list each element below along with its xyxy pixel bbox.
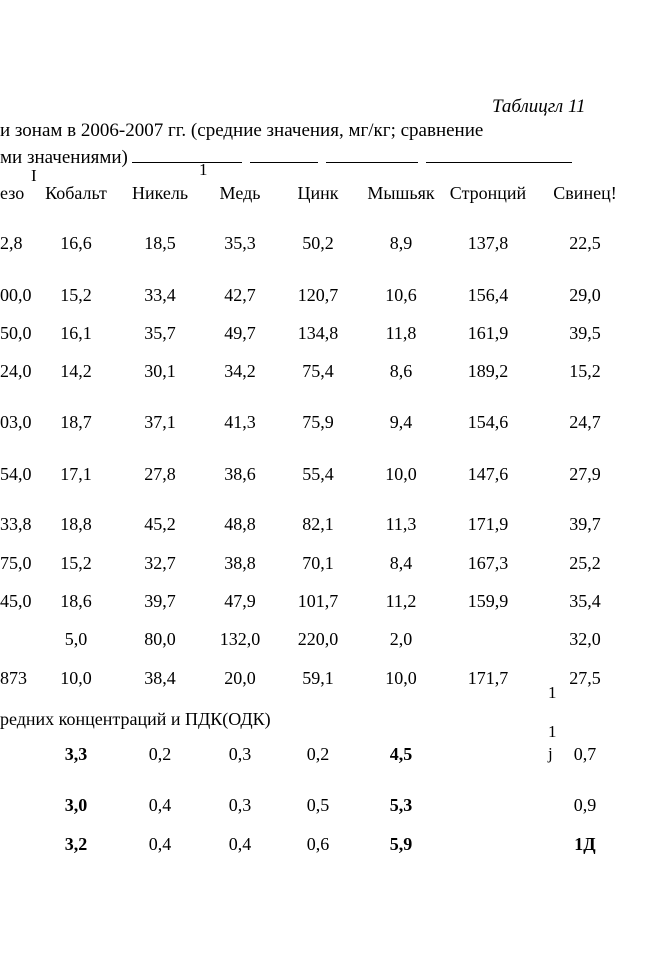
table-cell: 15,2 <box>569 361 601 381</box>
table-cell: 154,6 <box>467 412 509 432</box>
table-cell: 10,0 <box>385 464 417 484</box>
ratio-cell: 5,3 <box>389 795 413 815</box>
table-cell: 8,6 <box>389 361 413 381</box>
ratio-cell: 1Д <box>574 834 596 854</box>
table-cell: 45,2 <box>144 514 176 534</box>
table-cell: 32,7 <box>144 553 176 573</box>
ratio-cell: 0,4 <box>148 834 172 854</box>
table-cell: 35,4 <box>569 591 601 611</box>
ratio-cell: 3,0 <box>64 795 88 815</box>
column-header: Мышьяк <box>367 183 435 203</box>
table-cell: 03,0 <box>0 412 32 432</box>
table-cell: 27,8 <box>144 464 176 484</box>
table-cell: 37,1 <box>144 412 176 432</box>
stray-mark: j <box>548 744 553 763</box>
table-cell: 11,8 <box>385 323 417 343</box>
table-cell: 8,4 <box>389 553 413 573</box>
ratio-cell: 5,9 <box>389 834 413 854</box>
table-cell: 10,0 <box>60 668 92 688</box>
column-header: Кобальт <box>45 183 107 203</box>
table-cell: 75,4 <box>302 361 334 381</box>
table-cell: 171,7 <box>467 668 509 688</box>
table-cell: 16,1 <box>60 323 92 343</box>
table-cell: 38,8 <box>224 553 256 573</box>
ratio-cell: 0,4 <box>148 795 172 815</box>
ratio-cell: 0,4 <box>228 834 252 854</box>
table-cell: 132,0 <box>219 629 261 649</box>
stray-mark: 1 <box>199 160 208 179</box>
table-cell: 38,4 <box>144 668 176 688</box>
table-cell: 189,2 <box>467 361 509 381</box>
table-cell: 35,7 <box>144 323 176 343</box>
ratio-cell: 0,2 <box>148 744 172 764</box>
ratio-cell: 3,3 <box>64 744 88 764</box>
table-cell: 38,6 <box>224 464 256 484</box>
table-cell: 27,9 <box>569 464 601 484</box>
stray-mark: I <box>31 166 37 185</box>
table-cell: 29,0 <box>569 285 601 305</box>
ratio-cell: 0,5 <box>306 795 330 815</box>
table-cell: 47,9 <box>224 591 256 611</box>
table-cell: 10,6 <box>385 285 417 305</box>
table-title-line-2-text: ми значениями) <box>0 147 128 168</box>
table-cell: 75,9 <box>302 412 334 432</box>
table-cell: 39,7 <box>569 514 601 534</box>
ratio-cell: 3,2 <box>64 834 88 854</box>
underline-rule <box>132 146 242 163</box>
table-cell: 34,2 <box>224 361 256 381</box>
table-cell: 25,2 <box>569 553 601 573</box>
table-cell: 33,4 <box>144 285 176 305</box>
ratio-cell: 0,3 <box>228 795 252 815</box>
table-cell: 11,2 <box>385 591 417 611</box>
ratio-cell: 0,3 <box>228 744 252 764</box>
table-cell: 30,1 <box>144 361 176 381</box>
table-cell: 18,8 <box>60 514 92 534</box>
table-caption-label: Таблицгл 11 <box>492 96 586 117</box>
table-cell: 48,8 <box>224 514 256 534</box>
table-cell: 24,7 <box>569 412 601 432</box>
column-header: Свинец! <box>553 183 617 203</box>
table-cell: 22,5 <box>569 233 601 253</box>
table-cell: 18,7 <box>60 412 92 432</box>
table-cell: 159,9 <box>467 591 509 611</box>
table-cell: 11,3 <box>385 514 417 534</box>
table-cell: 33,8 <box>0 514 32 534</box>
table-cell: 20,0 <box>224 668 256 688</box>
table-cell: 00,0 <box>0 285 32 305</box>
column-header: Никель <box>131 183 189 203</box>
column-header: Цинк <box>297 183 339 203</box>
table-cell: 167,3 <box>467 553 509 573</box>
table-cell: 15,2 <box>60 285 92 305</box>
table-cell: 101,7 <box>297 591 339 611</box>
table-cell: 8,9 <box>389 233 413 253</box>
underline-rule <box>426 146 572 163</box>
table-cell: 27,5 <box>569 668 601 688</box>
column-header: Медь <box>219 183 261 203</box>
table-cell: 80,0 <box>144 629 176 649</box>
table-cell: 2,8 <box>0 233 23 253</box>
table-title-line-1: и зонам в 2006-2007 гг. (средние значения, мг/кг; сравнение <box>0 120 484 141</box>
table-cell: 35,3 <box>224 233 256 253</box>
table-cell: 17,1 <box>60 464 92 484</box>
table-cell: 50,2 <box>302 233 334 253</box>
table-cell: 42,7 <box>224 285 256 305</box>
table-cell: 134,8 <box>297 323 339 343</box>
table-cell: 55,4 <box>302 464 334 484</box>
ratio-cell: 0,6 <box>306 834 330 854</box>
table-cell: 41,3 <box>224 412 256 432</box>
table-cell: 16,6 <box>60 233 92 253</box>
stray-mark: 1 <box>548 683 557 702</box>
table-cell: 18,6 <box>60 591 92 611</box>
table-cell: 137,8 <box>467 233 509 253</box>
stray-mark: 1 <box>548 722 557 741</box>
table-cell: 2,0 <box>389 629 413 649</box>
section-title: редних концентраций и ПДК(ОДК) <box>0 709 271 729</box>
column-header: езо <box>0 183 25 203</box>
table-cell: 75,0 <box>0 553 32 573</box>
table-cell: 32,0 <box>569 629 601 649</box>
ratio-cell: 0,7 <box>573 744 597 764</box>
table-cell: 156,4 <box>467 285 509 305</box>
table-cell: 70,1 <box>302 553 334 573</box>
table-cell: 5,0 <box>64 629 88 649</box>
table-cell: 59,1 <box>302 668 334 688</box>
table-cell: 10,0 <box>385 668 417 688</box>
table-cell: 220,0 <box>297 629 339 649</box>
table-title-line-2 <box>0 146 572 169</box>
table-cell: 873 <box>0 668 27 688</box>
table-cell: 9,4 <box>389 412 413 432</box>
table-cell: 15,2 <box>60 553 92 573</box>
table-cell: 49,7 <box>224 323 256 343</box>
table-cell: 54,0 <box>0 464 32 484</box>
underline-rule <box>250 146 318 163</box>
ratio-cell: 0,2 <box>306 744 330 764</box>
ratio-cell: 0,9 <box>573 795 597 815</box>
table-cell: 82,1 <box>302 514 334 534</box>
table-cell: 39,7 <box>144 591 176 611</box>
table-cell: 120,7 <box>297 285 339 305</box>
column-header: Стронций <box>449 183 527 203</box>
table-cell: 18,5 <box>144 233 176 253</box>
table-cell: 39,5 <box>569 323 601 343</box>
table-cell: 45,0 <box>0 591 32 611</box>
table-cell: 161,9 <box>467 323 509 343</box>
underline-rule <box>326 146 418 163</box>
table-cell: 24,0 <box>0 361 32 381</box>
table-cell: 14,2 <box>60 361 92 381</box>
table-cell: 147,6 <box>467 464 509 484</box>
ratio-cell: 4,5 <box>389 744 413 764</box>
table-cell: 171,9 <box>467 514 509 534</box>
table-cell: 50,0 <box>0 323 32 343</box>
